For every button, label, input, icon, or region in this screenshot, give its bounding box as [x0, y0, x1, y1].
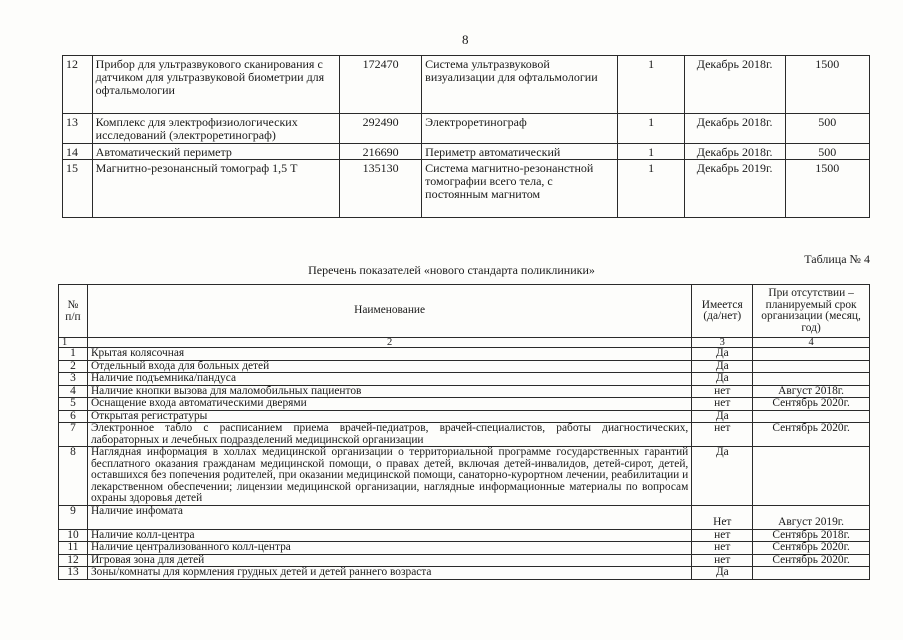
- equipment-qty: 1: [618, 160, 684, 218]
- indicator-has: Да: [692, 567, 753, 580]
- table-row: [63, 114, 870, 144]
- header-num: № п/п: [59, 285, 88, 338]
- table-header-row: [59, 285, 870, 338]
- equipment-code: 172470: [340, 56, 422, 114]
- row-number: 13: [63, 114, 93, 144]
- indicator-plan: [753, 348, 870, 361]
- indicator-name: Наглядная информация в холлах медицинской организации о территориальной программе государственных гарантий бесплатного оказания гражданам медицинской помощи, о правах детей, включая детей-инвалидов, детей-сирот, детей, оставшихся без попечения родителей, при оказании медицинской помощи, санаторно-курортном лечении, реабилитации и лекарственном обеспечении; лицензии медицинской организации, наглядные информационные материалы по вопросам охраны здоровья детей: [87, 447, 691, 506]
- header-name: Наименование: [87, 285, 691, 338]
- table-row: [63, 56, 870, 114]
- table-row: [59, 348, 870, 361]
- indicator-name: Наличие кнопки вызова для маломобильных пациентов: [87, 385, 691, 398]
- equipment-name: Комплекс для электрофизиологических исследований (электроретинограф): [92, 114, 339, 144]
- equipment-code: 292490: [340, 114, 422, 144]
- indicator-has: нет: [692, 554, 753, 567]
- indicator-name: Крытая колясочная: [87, 348, 691, 361]
- indicator-name: Игровая зона для детей: [87, 554, 691, 567]
- equipment-name: Магнитно-резонансный томограф 1,5 Т: [92, 160, 339, 218]
- indicator-has: нет: [692, 542, 753, 555]
- table-row: [59, 385, 870, 398]
- equipment-sum: 500: [785, 144, 870, 160]
- equipment-system: Система ультразвуковой визуализации для офтальмологии: [422, 56, 618, 114]
- indicator-has: Нет: [692, 505, 753, 529]
- indicator-has: Да: [692, 410, 753, 423]
- table-row: [63, 160, 870, 218]
- equipment-code: 135130: [340, 160, 422, 218]
- row-number: 12: [59, 554, 88, 567]
- equipment-date: Декабрь 2018г.: [684, 144, 785, 160]
- indicator-has: Да: [692, 447, 753, 506]
- table-row: [59, 447, 870, 506]
- indicator-name: Зоны/комнаты для кормления грудных детей и детей раннего возраста: [87, 567, 691, 580]
- indicator-has: нет: [692, 385, 753, 398]
- table-row: [59, 542, 870, 555]
- equipment-qty: 1: [618, 114, 684, 144]
- equipment-name: Прибор для ультразвукового сканирования с датчиком для ультразвуковой биометрии для офтальмологии: [92, 56, 339, 114]
- table-row: [59, 360, 870, 373]
- row-number: 13: [59, 567, 88, 580]
- table-row: [59, 529, 870, 542]
- indicator-plan: [753, 447, 870, 506]
- equipment-qty: 1: [618, 56, 684, 114]
- table-row: [59, 554, 870, 567]
- row-number: 8: [59, 447, 88, 506]
- index-has: 3: [692, 338, 753, 348]
- table-row: [59, 398, 870, 411]
- equipment-qty: 1: [618, 144, 684, 160]
- index-plan: 4: [753, 338, 870, 348]
- equipment-date: Декабрь 2018г.: [684, 56, 785, 114]
- row-number: 10: [59, 529, 88, 542]
- row-number: 15: [63, 160, 93, 218]
- indicator-plan: [753, 373, 870, 386]
- equipment-date: Декабрь 2019г.: [684, 160, 785, 218]
- indicator-plan: Август 2019г.: [753, 505, 870, 529]
- equipment-name: Автоматический периметр: [92, 144, 339, 160]
- indicator-has: Да: [692, 373, 753, 386]
- header-has: Имеется (да/нет): [692, 285, 753, 338]
- equipment-sum: 500: [785, 114, 870, 144]
- equipment-system: Периметр автоматический: [422, 144, 618, 160]
- index-num: 1: [59, 338, 88, 348]
- row-number: 6: [59, 410, 88, 423]
- table-row: [59, 373, 870, 386]
- indicator-name: Открытая регистратуры: [87, 410, 691, 423]
- indicator-plan: Сентябрь 2020г.: [753, 423, 870, 447]
- equipment-sum: 1500: [785, 160, 870, 218]
- equipment-date: Декабрь 2018г.: [684, 114, 785, 144]
- indicator-plan: Сентябрь 2020г.: [753, 398, 870, 411]
- table-row: [59, 567, 870, 580]
- indicator-plan: [753, 567, 870, 580]
- row-number: 12: [63, 56, 93, 114]
- indicator-plan: [753, 360, 870, 373]
- indicator-name: Наличие подъемника/пандуса: [87, 373, 691, 386]
- table-row: [59, 505, 870, 529]
- index-name: 2: [87, 338, 691, 348]
- row-number: 1: [59, 348, 88, 361]
- indicators-table: [58, 284, 870, 580]
- equipment-system: Электроретинограф: [422, 114, 618, 144]
- table-caption: Таблица № 4: [804, 252, 870, 266]
- indicator-plan: Август 2018г.: [753, 385, 870, 398]
- indicator-plan: Сентябрь 2018г.: [753, 529, 870, 542]
- column-index-row: [59, 338, 870, 348]
- row-number: 3: [59, 373, 88, 386]
- row-number: 2: [59, 360, 88, 373]
- equipment-table: [62, 55, 870, 218]
- row-number: 9: [59, 505, 88, 529]
- equipment-sum: 1500: [785, 56, 870, 114]
- page-number: 8: [462, 32, 469, 47]
- table-row: [59, 423, 870, 447]
- equipment-system: Система магнитно-резонанстной томографии всего тела, с постоянным магнитом: [422, 160, 618, 218]
- indicator-plan: [753, 410, 870, 423]
- equipment-code: 216690: [340, 144, 422, 160]
- indicator-plan: Сентябрь 2020г.: [753, 542, 870, 555]
- indicator-name: Наличие централизованного колл-центра: [87, 542, 691, 555]
- row-number: 14: [63, 144, 93, 160]
- indicator-name: Наличие колл-центра: [87, 529, 691, 542]
- header-plan: При отсутствии – планируемый срок организации (месяц, год): [753, 285, 870, 338]
- indicator-name: Электронное табло с расписанием приема врачей-педиатров, врачей-специалистов, работы диагностических, лабораторных и лечебных подразделений медицинской организации: [87, 423, 691, 447]
- table-title: Перечень показателей «нового стандарта поликлиники»: [308, 263, 595, 277]
- row-number: 11: [59, 542, 88, 555]
- table-row: [63, 144, 870, 160]
- indicator-has: нет: [692, 423, 753, 447]
- row-number: 5: [59, 398, 88, 411]
- indicator-has: Да: [692, 348, 753, 361]
- row-number: 7: [59, 423, 88, 447]
- indicator-name: Оснащение входа автоматическими дверями: [87, 398, 691, 411]
- indicator-name: Отдельный входа для больных детей: [87, 360, 691, 373]
- indicator-has: нет: [692, 398, 753, 411]
- indicator-name: Наличие инфомата: [87, 505, 691, 529]
- row-number: 4: [59, 385, 88, 398]
- indicator-has: нет: [692, 529, 753, 542]
- table-row: [59, 410, 870, 423]
- indicator-has: Да: [692, 360, 753, 373]
- indicator-plan: Сентябрь 2020г.: [753, 554, 870, 567]
